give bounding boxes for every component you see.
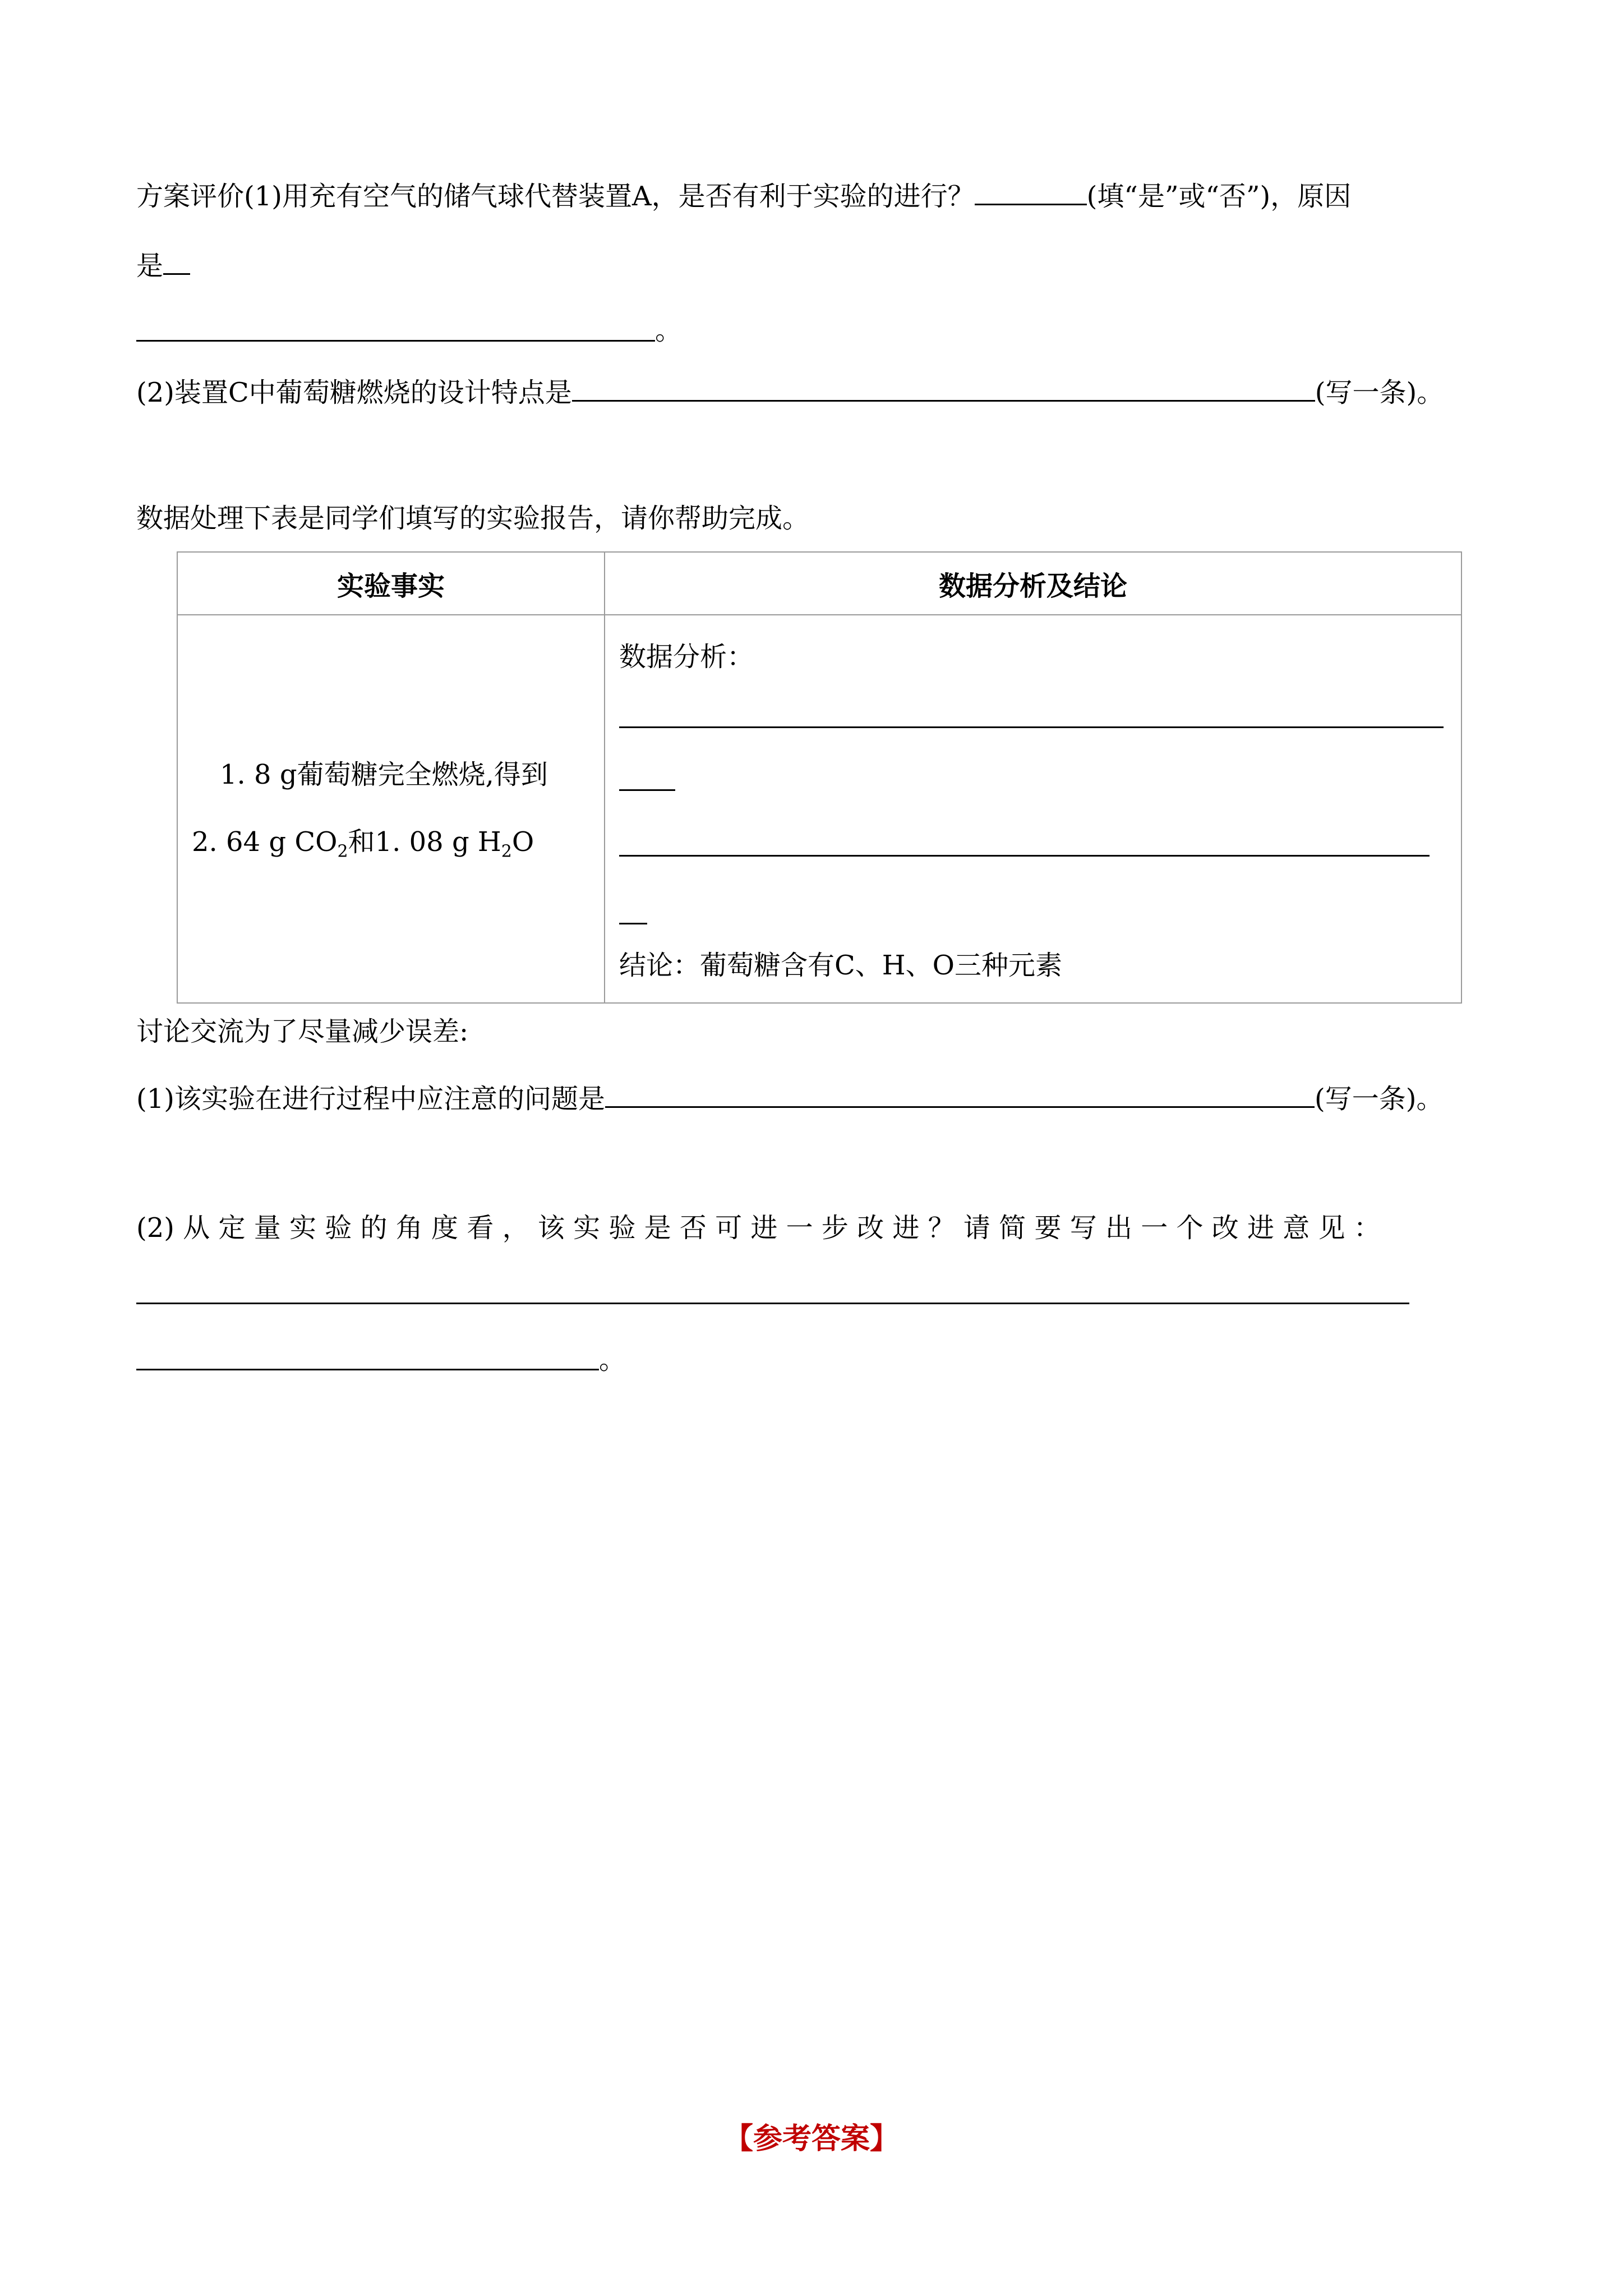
evaluation-q1-suffix: (填“是”或“否”)，原因 (1086, 181, 1352, 212)
fact-co2-amount: 2. 64 g CO (192, 826, 338, 858)
discussion-q1-suffix: (写一条)。 (1315, 1083, 1444, 1115)
analysis-label: 数据分析： (619, 641, 754, 673)
conclusion-text: 结论：葡萄糖含有C、H、O三种元素 (619, 950, 1062, 981)
design-feature-blank[interactable] (572, 399, 1315, 402)
reason-blank-short[interactable] (163, 273, 190, 275)
experiment-fact-cell (177, 615, 605, 1003)
experiment-report-table (177, 551, 1462, 1004)
evaluation-question-1 (136, 183, 1351, 210)
evaluation-q2-prefix: (2)装置C中葡萄糖燃烧的设计特点是 (136, 377, 572, 408)
analysis-blank-1[interactable] (619, 726, 1444, 728)
discussion-question-2: (2) 从 定 量 实 验 的 角 度 看 ， 该 实 验 是 否 可 进 一 步 改 进 ？ 请 简 要 写 出 一 个 改 进 意 见 ： (136, 1212, 1381, 1244)
analysis-blank-1-tail[interactable] (619, 789, 675, 791)
improvement-period: 。 (599, 1344, 626, 1375)
h2o-oxygen: O (511, 826, 534, 858)
attention-issue-blank[interactable] (605, 1106, 1315, 1108)
reason-line-start (136, 250, 190, 282)
discussion-intro: 讨论交流为了尽量减少误差: (136, 1016, 469, 1047)
yes-no-blank[interactable] (975, 203, 1087, 205)
analysis-blank-2-tail[interactable] (619, 923, 647, 924)
data-processing-intro: 数据处理下表是同学们填写的实验报告，请你帮助完成。 (136, 503, 810, 534)
fact-h2o-amount: 和1. 08 g H (348, 826, 501, 858)
evaluation-question-2 (136, 379, 1444, 406)
table-header-row (177, 552, 1461, 615)
discussion-q1-prefix: (1)该实验在进行过程中应注意的问题是 (136, 1083, 605, 1115)
header-experiment-facts: 实验事实 (177, 552, 605, 615)
discussion-question-1 (136, 1083, 1444, 1115)
analysis-blank-2[interactable] (619, 855, 1430, 857)
fact-line-1: 1. 8 g葡萄糖完全燃烧,得到 (220, 759, 548, 790)
analysis-cell (605, 615, 1461, 1003)
reference-answer-title: 【参考答案】 (723, 2122, 899, 2156)
evaluation-q1-prefix: 方案评价(1)用充有空气的储气球代替装置A，是否有利于实验的进行？ (136, 181, 975, 212)
h2o-subscript: 2 (501, 841, 512, 862)
improvement-blank-2[interactable] (136, 1369, 599, 1370)
fact-line-2 (192, 826, 534, 862)
table-row (177, 615, 1461, 1003)
reason-label: 是 (136, 250, 164, 282)
improvement-blank-1[interactable] (136, 1303, 1409, 1304)
evaluation-q2-suffix: (写一条)。 (1315, 377, 1444, 408)
reason-period: 。 (655, 315, 683, 346)
reason-blank-line[interactable] (136, 340, 655, 342)
header-analysis-conclusion: 数据分析及结论 (605, 552, 1461, 615)
co2-subscript: 2 (337, 841, 348, 862)
